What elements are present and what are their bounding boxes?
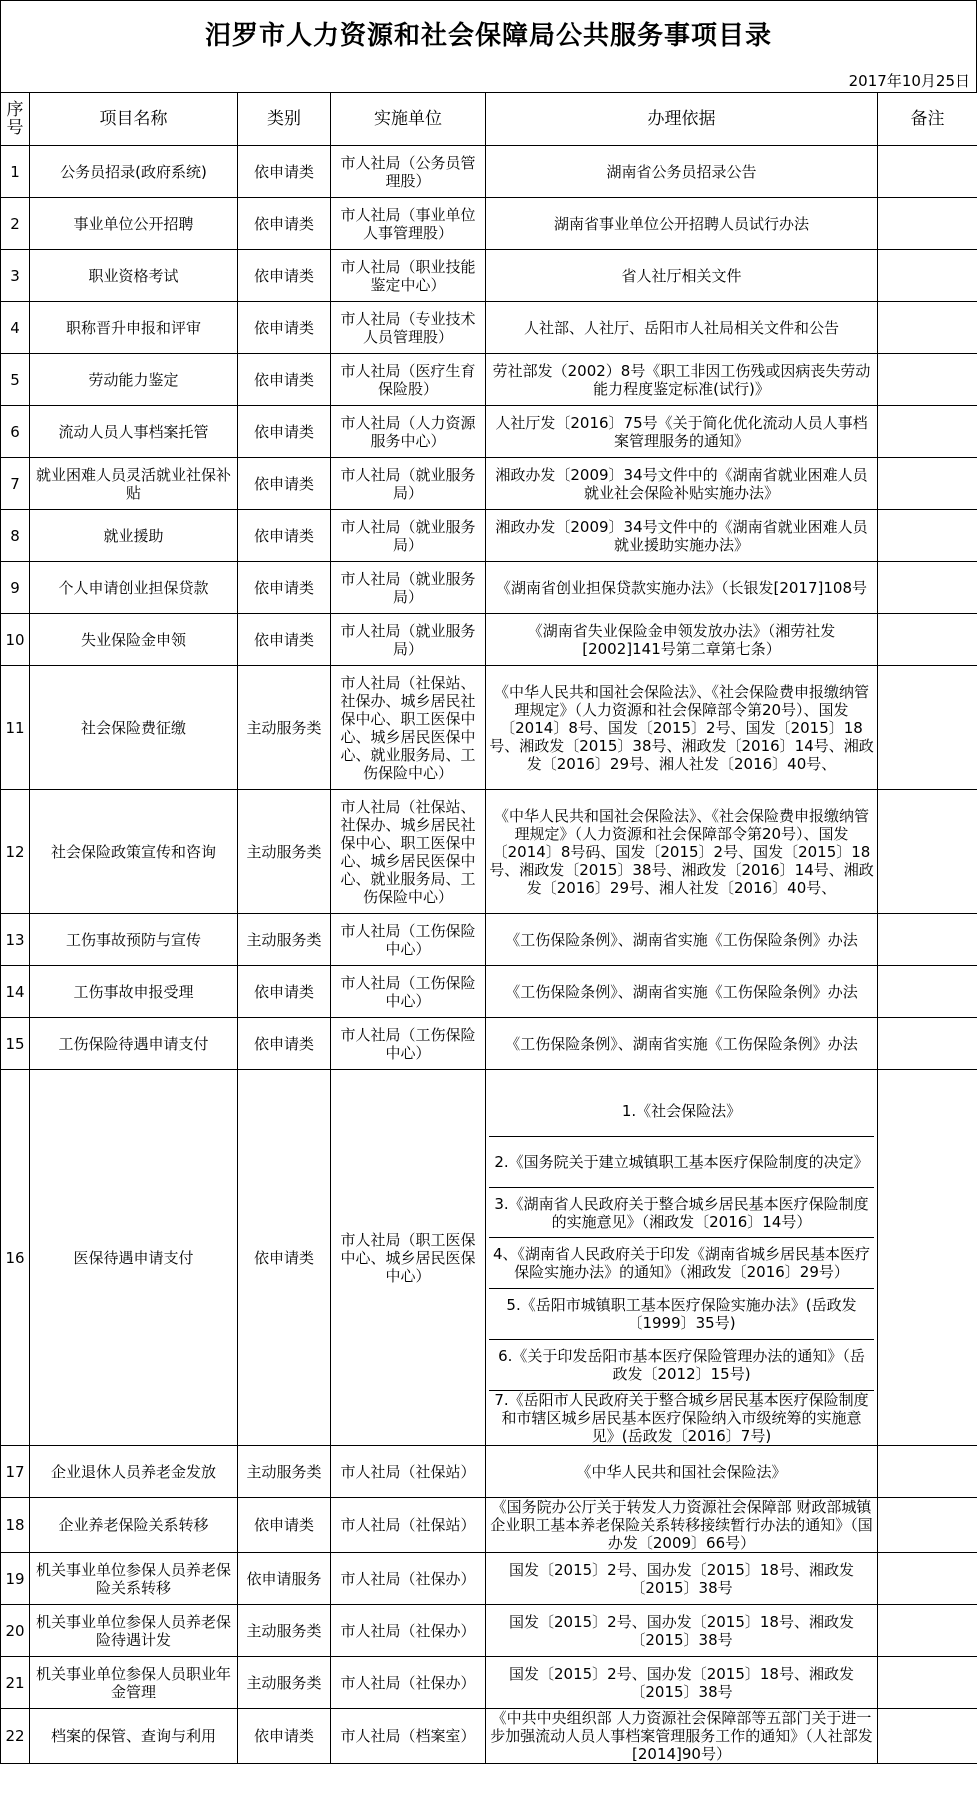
row-name: 个人申请创业担保贷款 — [30, 562, 238, 614]
row-category: 依申请类 — [238, 250, 331, 302]
row-category: 依申请类 — [238, 1070, 331, 1446]
row-unit: 市人社局（社保站、社保办、城乡居民社保中心、职工医保中心、城乡居民医保中心、就业服务局、工伤保险中心） — [331, 666, 486, 790]
row-remark — [878, 1018, 977, 1070]
row-unit: 市人社局（就业服务局） — [331, 562, 486, 614]
row-seq: 2 — [1, 198, 30, 250]
row-remark — [878, 790, 977, 914]
basis-item: 4、《湖南省人民政府关于印发《湖南省城乡居民基本医疗保险实施办法》的通知》（湘政发〔2016〕29号） — [489, 1238, 874, 1289]
table-row — [1, 562, 977, 614]
row-basis: 国发〔2015〕2号、国办发〔2015〕18号、湘政发〔2015〕38号 — [486, 1553, 878, 1605]
row-category: 主动服务类 — [238, 790, 331, 914]
row-unit: 市人社局（专业技术人员管理股） — [331, 302, 486, 354]
table-row — [1, 1709, 977, 1764]
row-remark — [878, 966, 977, 1018]
row-name: 工伤保险待遇申请支付 — [30, 1018, 238, 1070]
table-row — [1, 1553, 977, 1605]
row-unit: 市人社局（工伤保险中心） — [331, 1018, 486, 1070]
row-remark — [878, 562, 977, 614]
row-basis: 省人社厅相关文件 — [486, 250, 878, 302]
row-basis: 人社部、人社厅、岳阳市人社局相关文件和公告 — [486, 302, 878, 354]
row-seq: 3 — [1, 250, 30, 302]
row-category: 依申请类 — [238, 146, 331, 198]
row-name: 劳动能力鉴定 — [30, 354, 238, 406]
row-name: 就业援助 — [30, 510, 238, 562]
row-category: 依申请类 — [238, 966, 331, 1018]
row-seq: 14 — [1, 966, 30, 1018]
row-basis: 《工伤保险条例》、湖南省实施《工伤保险条例》办法 — [486, 966, 878, 1018]
row-category: 主动服务类 — [238, 1446, 331, 1498]
row-category: 依申请类 — [238, 510, 331, 562]
table-row — [1, 406, 977, 458]
row-unit: 市人社局（社保办） — [331, 1553, 486, 1605]
row-unit: 市人社局（社保办） — [331, 1605, 486, 1657]
row-seq: 8 — [1, 510, 30, 562]
row-basis: 《中华人民共和国社会保险法》、《社会保险费申报缴纳管理规定》（人力资源和社会保障部令第20号）、国发〔2014〕8号码、国发〔2015〕2号、国发〔2015〕18号、湘政发〔2015〕38号、湘政发〔2016〕14号、湘政发〔2016〕29号、湘人社发〔2016〕40号、 — [486, 790, 878, 914]
table-row — [1, 1605, 977, 1657]
row-basis: 《湖南省创业担保贷款实施办法》（长银发[2017]108号 — [486, 562, 878, 614]
row-name: 就业困难人员灵活就业社保补贴 — [30, 458, 238, 510]
row-name: 企业退休人员养老金发放 — [30, 1446, 238, 1498]
table-row — [1, 1446, 977, 1498]
row-basis: 湘政办发〔2009〕34号文件中的《湖南省就业困难人员就业援助实施办法》 — [486, 510, 878, 562]
row-basis: 国发〔2015〕2号、国办发〔2015〕18号、湘政发〔2015〕38号 — [486, 1657, 878, 1709]
table-row — [1, 790, 977, 914]
basis-item: 5.《岳阳市城镇职工基本医疗保险实施办法》(岳政发〔1999〕35号) — [489, 1289, 874, 1340]
table-row — [1, 250, 977, 302]
row-unit: 市人社局（工伤保险中心） — [331, 966, 486, 1018]
row-category: 依申请类 — [238, 302, 331, 354]
row-unit: 市人社局（职工医保中心、城乡居民医保中心） — [331, 1070, 486, 1446]
row-category: 依申请类 — [238, 406, 331, 458]
basis-item: 1.《社会保险法》 — [489, 1086, 874, 1137]
row-name: 机关事业单位参保人员养老保险待遇计发 — [30, 1605, 238, 1657]
table-row — [1, 966, 977, 1018]
row-basis: 湖南省事业单位公开招聘人员试行办法 — [486, 198, 878, 250]
table-row — [1, 1657, 977, 1709]
row-category: 依申请类 — [238, 198, 331, 250]
row-remark — [878, 666, 977, 790]
row-unit: 市人社局（工伤保险中心） — [331, 914, 486, 966]
row-name: 流动人员人事档案托管 — [30, 406, 238, 458]
table-row — [1, 614, 977, 666]
table-row — [1, 1018, 977, 1070]
row-name: 职称晋升申报和评审 — [30, 302, 238, 354]
row-seq: 18 — [1, 1498, 30, 1553]
table-row — [1, 458, 977, 510]
row-remark — [878, 146, 977, 198]
row-seq: 4 — [1, 302, 30, 354]
row-remark — [878, 614, 977, 666]
row-category: 依申请类 — [238, 562, 331, 614]
row-basis: 人社厅发〔2016〕75号《关于简化优化流动人员人事档案管理服务的通知》 — [486, 406, 878, 458]
basis-item: 3.《湖南省人民政府关于整合城乡居民基本医疗保险制度的实施意见》（湘政发〔2016〕14号） — [489, 1188, 874, 1239]
row-remark — [878, 458, 977, 510]
row-category: 依申请类 — [238, 458, 331, 510]
row-basis: 《国务院办公厅关于转发人力资源社会保障部 财政部城镇企业职工基本养老保险关系转移接续暂行办法的通知》（国办发〔2009〕66号） — [486, 1498, 878, 1553]
row-name: 事业单位公开招聘 — [30, 198, 238, 250]
row-seq: 5 — [1, 354, 30, 406]
row-category: 依申请类 — [238, 614, 331, 666]
row-remark — [878, 406, 977, 458]
service-catalog-table — [0, 92, 977, 1764]
table-row — [1, 666, 977, 790]
row-remark — [878, 198, 977, 250]
basis-item: 2.《国务院关于建立城镇职工基本医疗保险制度的决定》 — [489, 1137, 874, 1188]
row-unit: 市人社局（就业服务局） — [331, 510, 486, 562]
table-row — [1, 1070, 977, 1446]
row-unit: 市人社局（社保办） — [331, 1657, 486, 1709]
row-name: 社会保险政策宣传和咨询 — [30, 790, 238, 914]
row-remark — [878, 1446, 977, 1498]
row-seq: 11 — [1, 666, 30, 790]
row-seq: 9 — [1, 562, 30, 614]
header-row — [1, 93, 977, 146]
row-name: 机关事业单位参保人员职业年金管理 — [30, 1657, 238, 1709]
table-row — [1, 146, 977, 198]
row-category: 依申请类 — [238, 1018, 331, 1070]
row-remark — [878, 1709, 977, 1764]
row-name: 职业资格考试 — [30, 250, 238, 302]
row-basis — [486, 1070, 878, 1446]
header-remark: 备注 — [878, 93, 977, 146]
document-title: 汨罗市人力资源和社会保障局公共服务事项目录 — [204, 20, 772, 51]
date-bar — [0, 64, 977, 92]
row-seq: 21 — [1, 1657, 30, 1709]
row-basis: 《中华人民共和国社会保险法》 — [486, 1446, 878, 1498]
row-basis: 国发〔2015〕2号、国办发〔2015〕18号、湘政发〔2015〕38号 — [486, 1605, 878, 1657]
row-name: 公务员招录(政府系统) — [30, 146, 238, 198]
row-unit: 市人社局（档案室） — [331, 1709, 486, 1764]
row-name: 机关事业单位参保人员养老保险关系转移 — [30, 1553, 238, 1605]
basis-item-spacer — [489, 1070, 874, 1086]
row-category: 主动服务类 — [238, 1605, 331, 1657]
row-unit: 市人社局（公务员管理股） — [331, 146, 486, 198]
row-unit: 市人社局（就业服务局） — [331, 614, 486, 666]
row-remark — [878, 914, 977, 966]
row-unit: 市人社局（社保站、社保办、城乡居民社保中心、职工医保中心、城乡居民医保中心、就业服务局、工伤保险中心） — [331, 790, 486, 914]
row-seq: 16 — [1, 1070, 30, 1446]
row-basis: 《工伤保险条例》、湖南省实施《工伤保险条例》办法 — [486, 914, 878, 966]
basis-item-list — [489, 1070, 874, 1445]
header-name: 项目名称 — [30, 93, 238, 146]
row-seq: 19 — [1, 1553, 30, 1605]
row-name: 企业养老保险关系转移 — [30, 1498, 238, 1553]
row-remark — [878, 250, 977, 302]
row-seq: 15 — [1, 1018, 30, 1070]
row-unit: 市人社局（人力资源服务中心） — [331, 406, 486, 458]
row-name: 档案的保管、查询与利用 — [30, 1709, 238, 1764]
row-remark — [878, 1070, 977, 1446]
row-seq: 12 — [1, 790, 30, 914]
row-remark — [878, 1605, 977, 1657]
row-seq: 6 — [1, 406, 30, 458]
header-unit: 实施单位 — [331, 93, 486, 146]
row-category: 依申请类 — [238, 354, 331, 406]
row-remark — [878, 1498, 977, 1553]
row-category: 依申请类 — [238, 1709, 331, 1764]
title-bar — [0, 0, 977, 65]
table-row — [1, 914, 977, 966]
row-unit: 市人社局（事业单位人事管理股） — [331, 198, 486, 250]
document-date: 2017年10月25日 — [848, 72, 970, 90]
row-name: 医保待遇申请支付 — [30, 1070, 238, 1446]
header-category: 类别 — [238, 93, 331, 146]
header-basis: 办理依据 — [486, 93, 878, 146]
row-unit: 市人社局（社保站） — [331, 1498, 486, 1553]
table-row — [1, 302, 977, 354]
row-basis: 湖南省公务员招录公告 — [486, 146, 878, 198]
row-category: 主动服务类 — [238, 1657, 331, 1709]
row-unit: 市人社局（医疗生育保险股） — [331, 354, 486, 406]
row-basis: 劳社部发（2002）8号《职工非因工伤残或因病丧失劳动能力程度鉴定标准(试行)》 — [486, 354, 878, 406]
header-seq: 序号 — [1, 93, 30, 146]
row-seq: 10 — [1, 614, 30, 666]
row-remark — [878, 1657, 977, 1709]
row-basis: 《工伤保险条例》、湖南省实施《工伤保险条例》办法 — [486, 1018, 878, 1070]
row-seq: 17 — [1, 1446, 30, 1498]
row-basis: 湘政办发〔2009〕34号文件中的《湖南省就业困难人员就业社会保险补贴实施办法》 — [486, 458, 878, 510]
basis-item: 7.《岳阳市人民政府关于整合城乡居民基本医疗保险制度和市辖区城乡居民基本医疗保险纳入市级统筹的实施意见》(岳政发〔2016〕7号) — [494, 1390, 869, 1445]
row-remark — [878, 302, 977, 354]
row-category: 主动服务类 — [238, 914, 331, 966]
row-basis: 《中共中央组织部 人力资源社会保障部等五部门关于进一步加强流动人员人事档案管理服务工作的通知》（人社部发[2014]90号） — [486, 1709, 878, 1764]
row-basis: 《湖南省失业保险金申领发放办法》（湘劳社发[2002]141号第二章第七条） — [486, 614, 878, 666]
row-seq: 22 — [1, 1709, 30, 1764]
table-row — [1, 198, 977, 250]
row-unit: 市人社局（社保站） — [331, 1446, 486, 1498]
row-seq: 7 — [1, 458, 30, 510]
row-unit: 市人社局（就业服务局） — [331, 458, 486, 510]
basis-item: 6.《关于印发岳阳市基本医疗保险管理办法的通知》（岳政发〔2012〕15号) — [489, 1340, 874, 1391]
table-row — [1, 1498, 977, 1553]
row-name: 社会保险费征缴 — [30, 666, 238, 790]
table-row — [1, 510, 977, 562]
row-remark — [878, 510, 977, 562]
row-name: 工伤事故申报受理 — [30, 966, 238, 1018]
row-category: 依申请服务 — [238, 1553, 331, 1605]
row-basis: 《中华人民共和国社会保险法》、《社会保险费申报缴纳管理规定》（人力资源和社会保障部令第20号）、国发〔2014〕8号、国发〔2015〕2号、国发〔2015〕18号、湘政发〔2015〕38号、湘政发〔2016〕14号、湘政发〔2016〕29号、湘人社发〔2016〕40号、 — [486, 666, 878, 790]
row-remark — [878, 354, 977, 406]
row-name: 失业保险金申领 — [30, 614, 238, 666]
table-row — [1, 354, 977, 406]
row-seq: 13 — [1, 914, 30, 966]
row-seq: 20 — [1, 1605, 30, 1657]
row-seq: 1 — [1, 146, 30, 198]
row-name: 工伤事故预防与宣传 — [30, 914, 238, 966]
row-remark — [878, 1553, 977, 1605]
row-unit: 市人社局（职业技能鉴定中心） — [331, 250, 486, 302]
row-category: 主动服务类 — [238, 666, 331, 790]
row-category: 依申请类 — [238, 1498, 331, 1553]
